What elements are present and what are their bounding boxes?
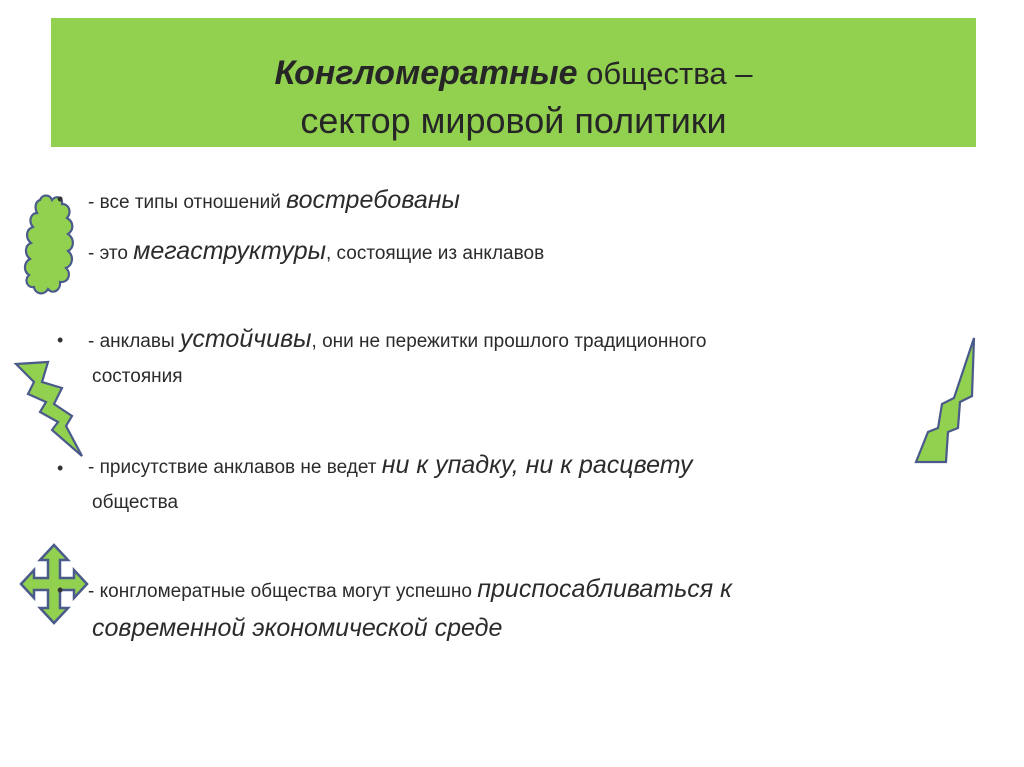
bullet-item-2 (88, 237, 544, 266)
bullet-item-5 (88, 575, 732, 604)
bullet-text-suffix: , они не пережитки прошлого традиционного (311, 331, 707, 352)
bullet-item-4 (88, 451, 692, 480)
bullet-item-3 (88, 325, 707, 354)
bullet-emphasis: устойчивы (179, 325, 312, 353)
bullet-text: - присутствие анклавов не ведет (88, 457, 382, 478)
bullet-item-1 (88, 186, 460, 215)
bullet-item-5-line-2 (92, 614, 502, 643)
bullet-text: - это (88, 243, 134, 264)
title-line-2: сектор мировой политики (300, 100, 727, 141)
title-rest: общества – (577, 56, 753, 91)
bullet-text: - все типы отношений (88, 192, 287, 213)
bullet-emphasis: современной экономической среде (92, 614, 503, 642)
bullet-emphasis: приспосабливаться к (477, 575, 732, 603)
bullet-emphasis: ни к упадку, ни к расцвету (381, 451, 693, 479)
bullet-item-3-line-2: состояния (92, 366, 183, 387)
bullet-emphasis: востребованы (286, 186, 460, 214)
title-emphasis: Конгломератные (274, 54, 578, 92)
bullet-text: - анклавы (88, 331, 180, 352)
bullet-marker: • (57, 580, 64, 600)
bullet-emphasis: мегаструктуры (133, 237, 326, 265)
bullet-marker: • (57, 189, 64, 209)
bullet-text-suffix: , состоящие из анклавов (326, 243, 545, 264)
bullet-marker: • (57, 458, 64, 478)
bullet-marker: • (57, 330, 64, 350)
bullet-text: - конгломератные общества могут успешно (88, 581, 478, 602)
bullet-item-4-line-2: общества (92, 492, 179, 513)
